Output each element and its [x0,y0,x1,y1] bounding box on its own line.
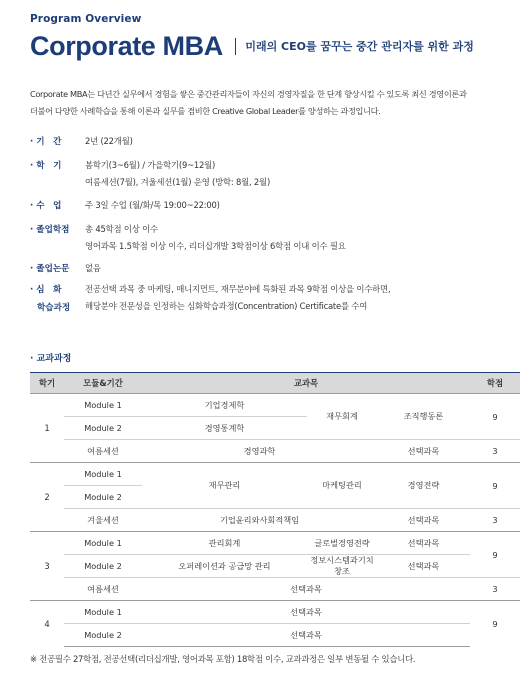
info-row-semester [30,157,270,191]
module-cell: Module 2 [64,624,142,647]
title-divider [235,38,237,55]
header-semester: 학기 [30,373,64,394]
header-credits: 학점 [470,373,520,394]
course-cell: 선택과목 [377,440,470,463]
course-cell: 선택과목 [142,578,470,601]
credit-cell: 3 [470,509,520,532]
eyebrow: Program Overview [30,13,142,25]
info-label: · 학 기 [30,161,62,171]
table-row [30,555,520,578]
credit-cell: 9 [470,601,520,647]
info-label: · 심 화 학습과정 [30,285,71,313]
intro-line: 더불어 다양한 사례학습을 통해 이론과 실무를 겸비한 Creative Global Leader를 양성하는 과정입니다. [30,106,381,116]
info-label: · 기 간 [30,137,62,147]
course-cell: 선택과목 [377,555,470,578]
info-value: 해당분야 전문성을 인정하는 심화학습과정(Concentration) Certificate를 수여 [85,301,368,311]
table-row [30,394,520,417]
info-label: · 졸업학점 [30,225,70,235]
module-cell: Module 1 [64,601,142,624]
course-cell: 조직행동론 [377,394,470,440]
credit-cell: 9 [470,532,520,578]
course-cell: 마케팅관리 [307,463,377,509]
info-row-period [30,133,133,151]
module-cell: Module 2 [64,417,142,440]
module-cell: Module 2 [64,555,142,578]
course-cell: 재무회계 [307,394,377,440]
table-row [30,601,520,624]
intro-line: Corporate MBA는 다년간 실무에서 경험을 쌓은 중간관리자들이 자신의 경영자질을 한 단계 향상시킬 수 있도록 최신 경영이론과 [30,89,467,99]
module-cell: 여름세션 [64,440,142,463]
course-cell: 정보시스템과기치창조 [307,555,377,578]
info-value: 여름세션(7월), 겨울세션(1월) 운영 (방학: 8월, 2월) [85,177,271,187]
course-cell: 관리회계 [142,532,307,555]
table-row [30,532,520,555]
course-cell: 선택과목 [142,624,470,647]
credit-cell: 3 [470,578,520,601]
course-cell: 경영전략 [377,463,470,509]
course-cell: 기업경제학 [142,394,307,417]
module-cell: Module 1 [64,463,142,486]
table-row [30,578,520,601]
semester-cell: 2 [30,463,64,532]
info-value: 전공선택 과목 중 마케팅, 매니지먼트, 재무분야에 특화된 과목 9학점 이상을 이수하면, [85,284,391,294]
info-row-thesis [30,260,101,278]
info-value: 총 45학점 이상 이수 [85,224,158,234]
page-title: Corporate MBA [30,30,223,61]
course-cell: 오퍼레이션과 공급망 관리 [142,555,307,578]
table-row [30,463,520,486]
footnote: ※ 전공필수 27학점, 전공선택(리더십개발, 영어과목 포함) 18학점 이수, 교과과정은 일부 변동될 수 있습니다. [30,654,416,664]
curriculum-table [30,372,520,647]
page-subtitle: 미래의 CEO를 꿈꾸는 중간 관리자를 위한 과정 [245,40,474,53]
module-cell: Module 1 [64,394,142,417]
header-module: 모듈&기간 [64,373,142,394]
module-cell: 겨울세션 [64,509,142,532]
info-value: 영어과목 1.5학점 이상 이수, 리더십개발 3학점이상 6학점 이내 이수 필요 [85,241,346,251]
info-label: · 졸업논문 [30,264,70,274]
info-value: 봄학기(3~6월) / 가을학기(9~12월) [85,160,216,170]
course-cell: 경영과학 [142,440,377,463]
title-row [30,28,474,64]
info-row-classes [30,197,220,215]
table-row [30,624,520,647]
course-cell: 선택과목 [142,601,470,624]
info-row-concentration [30,281,390,317]
credit-cell: 9 [470,394,520,440]
module-cell: 여름세션 [64,578,142,601]
course-cell: 기업윤리와사회적책임 [142,509,377,532]
semester-cell: 4 [30,601,64,647]
course-cell: 경영통계학 [142,417,307,440]
intro-paragraph [30,86,518,120]
semester-cell: 1 [30,394,64,463]
course-cell: 글로벌경영전략 [307,532,377,555]
credit-cell: 9 [470,463,520,509]
course-cell: 재무관리 [142,463,307,509]
table-header-row [30,373,520,394]
info-row-credits [30,221,346,255]
info-value: 주 3일 수업 (월/화/목 19:00~22:00) [85,200,220,210]
credit-cell: 3 [470,440,520,463]
table-row [30,509,520,532]
curriculum-section-title: · 교과과정 [30,354,72,364]
header-courses: 교과목 [142,373,470,394]
semester-cell: 3 [30,532,64,601]
course-cell: 선택과목 [377,532,470,555]
module-cell: Module 2 [64,486,142,509]
info-label: · 수 업 [30,201,62,211]
info-value: 2년 (22개월) [85,136,133,146]
course-cell: 선택과목 [377,509,470,532]
table-row [30,440,520,463]
module-cell: Module 1 [64,532,142,555]
info-value: 없음 [85,263,101,273]
